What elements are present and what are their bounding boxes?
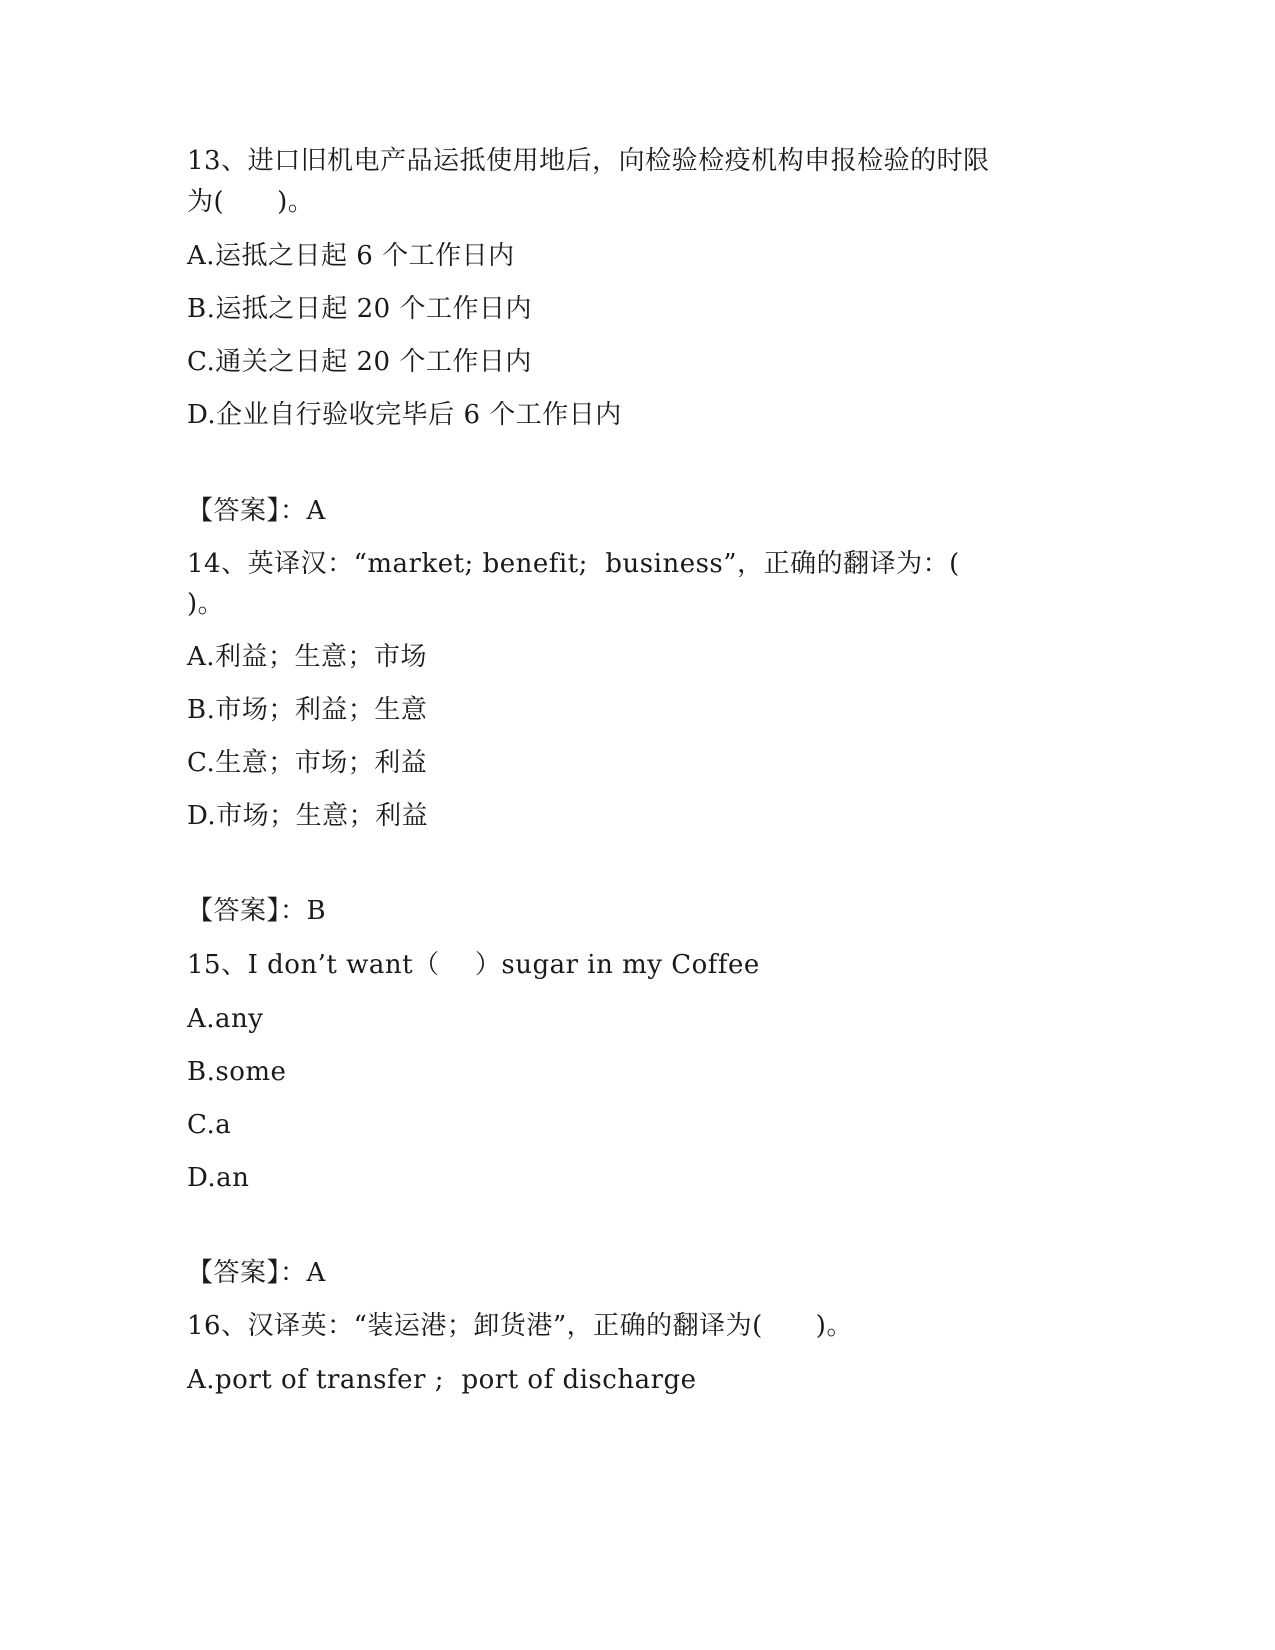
q13-option-d: D.企业自行验收完毕后 6 个工作日内 <box>187 400 622 430</box>
q13-stem-line2: 为( )。 <box>187 187 315 217</box>
q13-option-b: B.运抵之日起 20 个工作日内 <box>187 294 532 324</box>
q13-stem-line1: 13、进口旧机电产品运抵使用地后，向检验检疫机构申报检验的时限 <box>187 146 990 176</box>
q16-stem-line1: 16、汉译英：“装运港；卸货港”，正确的翻译为( )。 <box>187 1311 853 1341</box>
q13-option-c: C.通关之日起 20 个工作日内 <box>187 347 532 377</box>
q14-stem-line2: )。 <box>187 589 225 619</box>
q13-answer: 【答案】：A <box>187 496 326 526</box>
q14-option-a: A.利益；生意；市场 <box>187 642 428 672</box>
q15-option-b: B.some <box>187 1057 287 1087</box>
q16-option-a: A.port of transfer ; port of discharge <box>187 1365 697 1395</box>
q14-option-c: C.生意；市场；利益 <box>187 748 428 778</box>
q15-answer: 【答案】：A <box>187 1258 326 1288</box>
q15-option-c: C.a <box>187 1110 232 1140</box>
q15-stem-line1: 15、I don’t want（ ）sugar in my Coffee <box>187 950 760 980</box>
q14-option-b: B.市场；利益；生意 <box>187 695 428 725</box>
q15-option-a: A.any <box>187 1004 264 1034</box>
q14-option-d: D.市场；生意；利益 <box>187 801 429 831</box>
q13-option-a: A.运抵之日起 6 个工作日内 <box>187 241 515 271</box>
q14-stem-line1: 14、英译汉：“market; benefit; business”，正确的翻译为：( <box>187 549 960 579</box>
q14-answer: 【答案】：B <box>187 896 327 926</box>
q15-option-d: D.an <box>187 1163 250 1193</box>
